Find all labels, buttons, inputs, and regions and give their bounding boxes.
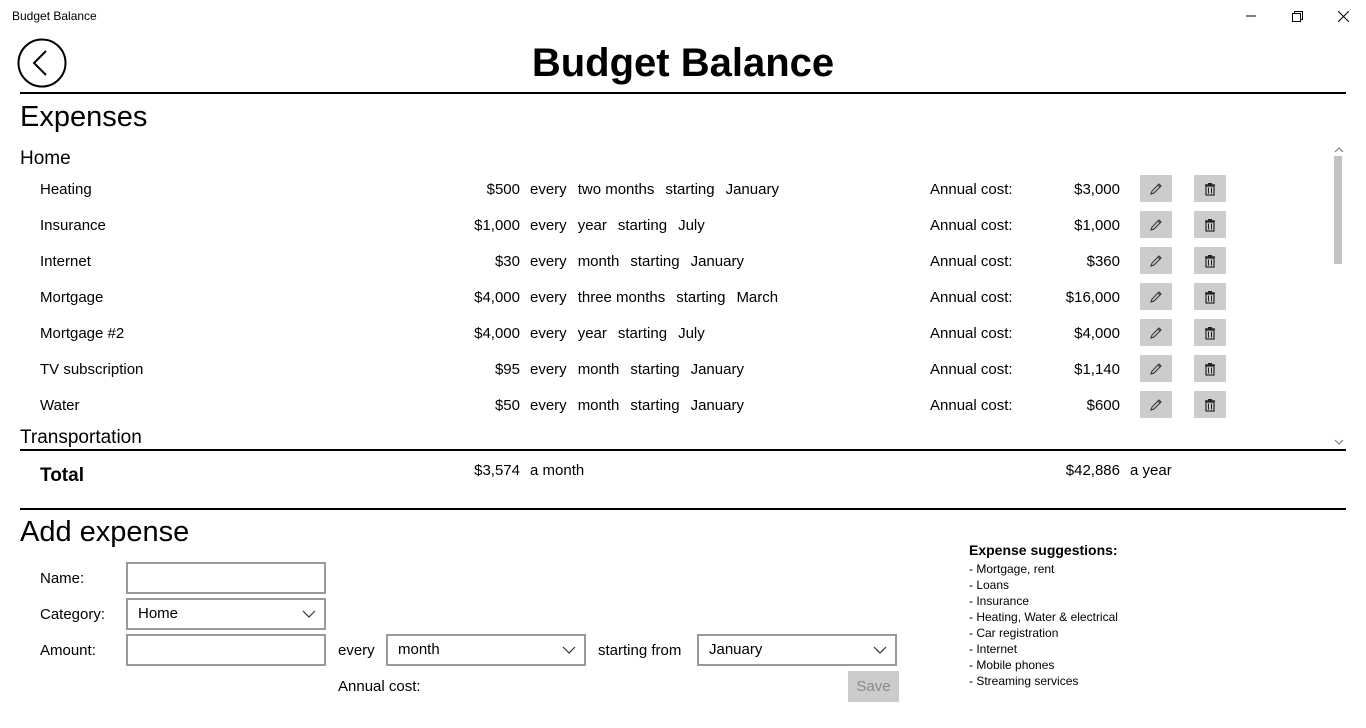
edit-button[interactable]: [1140, 211, 1172, 238]
suggestion-item: - Internet: [969, 642, 1018, 656]
expense-start-month: July: [678, 325, 705, 342]
expense-start-month: January: [725, 181, 779, 198]
frequency-select[interactable]: [386, 634, 586, 666]
trash-icon: [1202, 253, 1218, 269]
starting-label: starting: [630, 397, 680, 414]
annual-cost-label: Annual cost:: [930, 289, 1013, 306]
suggestions-list: [969, 561, 1118, 689]
amount-label: Amount:: [40, 642, 96, 659]
every-label: every: [530, 217, 567, 234]
expense-row: [20, 172, 1330, 208]
total-monthly-suffix: a month: [530, 462, 585, 479]
expense-row: [20, 352, 1330, 388]
name-label: Name:: [40, 570, 85, 587]
expense-annual-cost: $3,000: [1074, 181, 1120, 198]
suggestion-item: - Car registration: [969, 626, 1059, 640]
pencil-icon: [1148, 181, 1164, 197]
pencil-icon: [1148, 217, 1164, 233]
expense-amount: $95: [494, 361, 520, 378]
total-yearly-suffix: a year: [1130, 462, 1172, 479]
delete-button[interactable]: [1194, 319, 1226, 346]
expense-row: [20, 244, 1330, 280]
expense-start-month: March: [736, 289, 779, 306]
expense-amount: $50: [494, 397, 520, 414]
every-label: every: [530, 253, 567, 270]
category-select[interactable]: [126, 598, 326, 630]
window-title: Budget Balance: [12, 9, 97, 23]
every-label: every: [530, 181, 567, 198]
expense-frequency: year: [577, 217, 607, 234]
expense-row: [20, 316, 1330, 352]
every-label: every: [530, 289, 567, 306]
expense-row: [20, 208, 1330, 244]
expense-amount: $30: [494, 253, 520, 270]
expense-name: Water: [40, 397, 80, 414]
back-arrow-icon: [17, 38, 67, 88]
every-label: every: [530, 397, 567, 414]
expense-row: [20, 388, 1330, 424]
back-button[interactable]: [17, 38, 67, 88]
edit-button[interactable]: [1140, 283, 1172, 310]
expense-annual-cost: $1,140: [1074, 361, 1120, 378]
expense-start-month: January: [690, 397, 744, 414]
suggestions-title: Expense suggestions:: [969, 542, 1118, 558]
expense-amount: $1,000: [474, 217, 520, 234]
annual-cost-label: Annual cost:: [930, 397, 1013, 414]
trash-icon: [1202, 325, 1218, 341]
minimize-icon: [1246, 11, 1256, 21]
expense-frequency: month: [577, 361, 620, 378]
totals-divider: [20, 508, 1346, 510]
expense-frequency: three months: [577, 289, 666, 306]
trash-icon: [1202, 217, 1218, 233]
expense-amount: $4,000: [474, 289, 520, 306]
every-label: every: [530, 361, 567, 378]
suggestion-item: - Heating, Water & electrical: [969, 610, 1118, 624]
delete-button[interactable]: [1194, 211, 1226, 238]
suggestion-item: - Insurance: [969, 594, 1030, 608]
delete-button[interactable]: [1194, 391, 1226, 418]
trash-icon: [1202, 289, 1218, 305]
starting-label: starting: [630, 253, 680, 270]
total-label: Total: [40, 465, 84, 486]
every-label: every: [530, 325, 567, 342]
chevron-down-icon: [873, 644, 887, 656]
delete-button[interactable]: [1194, 283, 1226, 310]
pencil-icon: [1148, 253, 1164, 269]
save-button[interactable]: Save: [848, 671, 899, 702]
expense-name: Mortgage: [40, 289, 104, 306]
expense-amount: $500: [486, 181, 520, 198]
starting-from-label: starting from: [598, 642, 682, 659]
pencil-icon: [1148, 325, 1164, 341]
delete-button[interactable]: [1194, 247, 1226, 274]
pencil-icon: [1148, 397, 1164, 413]
expense-name: Heating: [40, 181, 92, 198]
scroll-up-icon[interactable]: [1334, 146, 1344, 154]
expenses-heading: Expenses: [20, 101, 148, 133]
trash-icon: [1202, 361, 1218, 377]
category-header-home: Home: [20, 148, 71, 169]
add-expense-heading: Add expense: [20, 516, 190, 548]
annual-cost-label: Annual cost:: [930, 181, 1013, 198]
expense-frequency: month: [577, 397, 620, 414]
close-icon: [1338, 11, 1349, 22]
expense-name: Insurance: [40, 217, 106, 234]
expense-name: Mortgage #2: [40, 325, 125, 342]
pencil-icon: [1148, 289, 1164, 305]
edit-button[interactable]: [1140, 247, 1172, 274]
list-divider: [20, 449, 1346, 451]
start-month-select[interactable]: [697, 634, 897, 666]
restore-button[interactable]: [1274, 0, 1320, 32]
start-month-select-value: January: [709, 641, 763, 658]
suggestion-item: - Mortgage, rent: [969, 562, 1055, 576]
scroll-thumb[interactable]: [1334, 156, 1342, 264]
starting-label: starting: [676, 289, 726, 306]
trash-icon: [1202, 397, 1218, 413]
expense-start-month: January: [690, 253, 744, 270]
suggestion-item: - Loans: [969, 578, 1010, 592]
delete-button[interactable]: [1194, 175, 1226, 202]
chevron-down-icon: [302, 608, 316, 620]
annual-cost-label: Annual cost:: [930, 361, 1013, 378]
category-header-transportation: Transportation: [20, 427, 142, 448]
annual-cost-label: Annual cost:: [930, 253, 1013, 270]
restore-icon: [1292, 11, 1303, 22]
expense-list-scrollbar[interactable]: [1332, 144, 1346, 449]
expense-start-month: January: [690, 361, 744, 378]
expense-frequency: year: [577, 325, 607, 342]
starting-label: starting: [617, 217, 668, 234]
amount-input[interactable]: [126, 634, 326, 666]
annual-cost-label: Annual cost:: [930, 325, 1013, 342]
suggestion-item: - Streaming services: [969, 674, 1079, 688]
frequency-select-value: month: [398, 641, 440, 658]
edit-button[interactable]: [1140, 355, 1172, 382]
expense-frequency: two months: [577, 181, 655, 198]
new-annual-cost-label: Annual cost:: [338, 678, 421, 695]
suggestion-item: - Mobile phones: [969, 658, 1055, 672]
trash-icon: [1202, 181, 1218, 197]
name-input[interactable]: [126, 562, 326, 594]
pencil-icon: [1148, 361, 1164, 377]
expense-annual-cost: $16,000: [1065, 289, 1120, 306]
starting-label: starting: [617, 325, 668, 342]
expense-annual-cost: $4,000: [1074, 325, 1120, 342]
chevron-down-icon: [562, 644, 576, 656]
edit-button[interactable]: [1140, 319, 1172, 346]
close-button[interactable]: [1320, 0, 1366, 32]
expense-annual-cost: $360: [1086, 253, 1120, 270]
edit-button[interactable]: [1140, 175, 1172, 202]
expense-annual-cost: $1,000: [1074, 217, 1120, 234]
expense-list[interactable]: [20, 144, 1346, 449]
header-divider: [20, 92, 1346, 94]
expense-frequency: month: [577, 253, 620, 270]
edit-button[interactable]: [1140, 391, 1172, 418]
starting-label: starting: [630, 361, 680, 378]
total-monthly: $3,574: [474, 462, 520, 479]
starting-label: starting: [665, 181, 715, 198]
expense-annual-cost: $600: [1086, 397, 1120, 414]
expense-row: [20, 280, 1330, 316]
expense-name: TV subscription: [40, 361, 144, 378]
expense-amount: $4,000: [474, 325, 520, 342]
total-yearly: $42,886: [1065, 462, 1120, 479]
page-title: Budget Balance: [531, 41, 835, 85]
category-label: Category:: [40, 606, 106, 623]
minimize-button[interactable]: [1228, 0, 1274, 32]
title-bar: [0, 0, 1366, 32]
delete-button[interactable]: [1194, 355, 1226, 382]
scroll-down-icon[interactable]: [1334, 438, 1344, 446]
category-select-value: Home: [138, 605, 179, 622]
expense-name: Internet: [40, 253, 91, 270]
annual-cost-label: Annual cost:: [930, 217, 1013, 234]
expense-start-month: July: [678, 217, 705, 234]
every-label: every: [338, 642, 375, 659]
